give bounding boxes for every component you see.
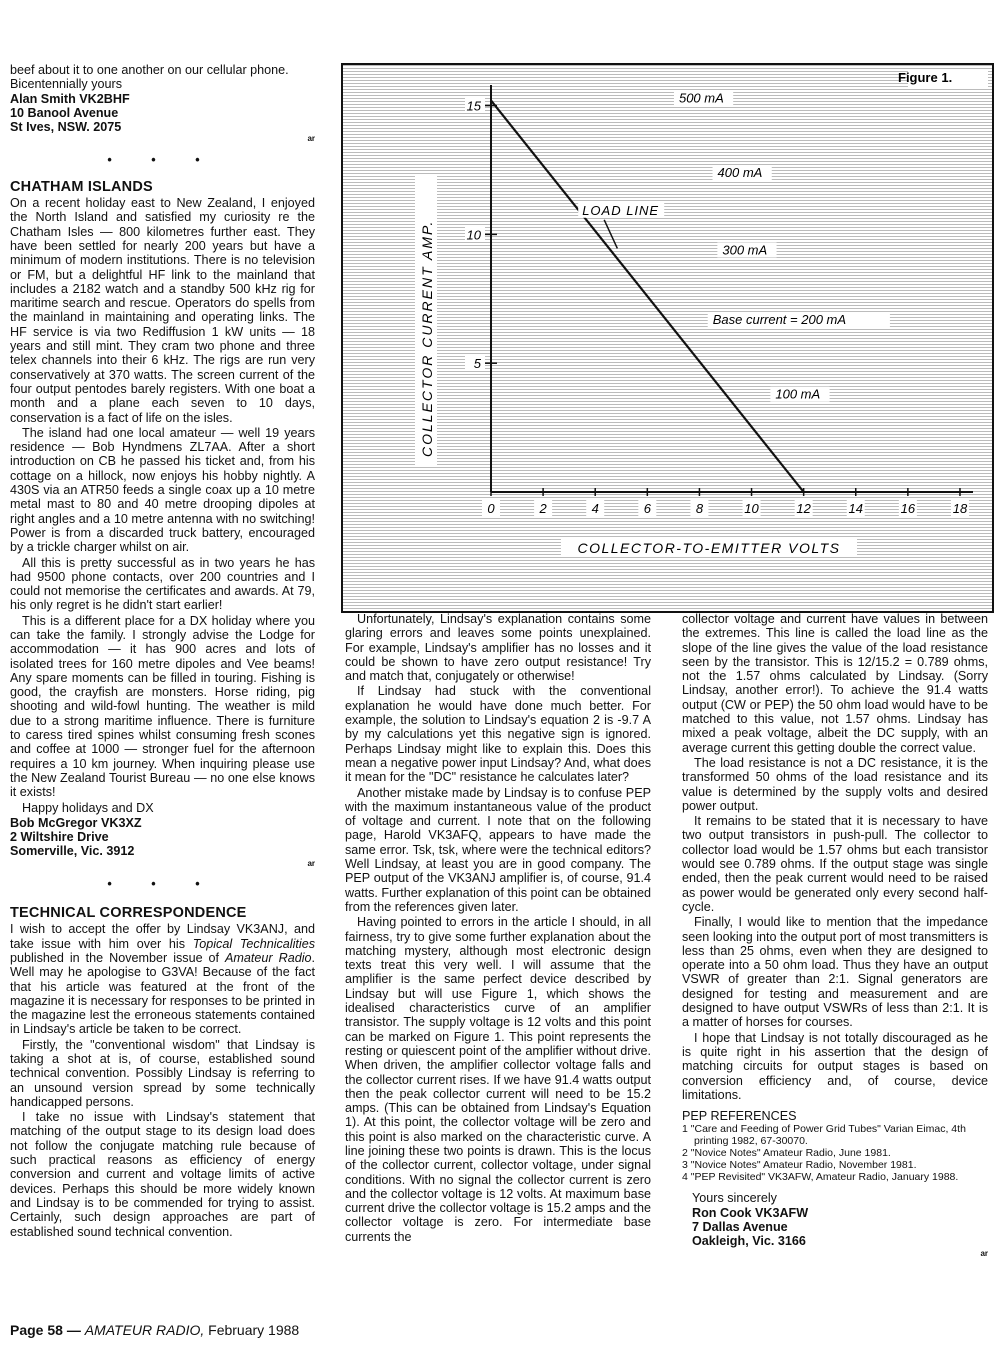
column-3 — [682, 612, 988, 1261]
references-heading: PEP REFERENCES — [682, 1109, 797, 1124]
paragraph: Unfortunately, Lindsay's explanation contains some glaring errors and leaves some points unexplained. For example, Lindsay's amplifier has no losses and it could be shown to have zero output resistance! Try and match that, conjugately or otherwise! — [345, 612, 651, 684]
reference-item: 3 "Novice Notes" Amateur Radio, November 1981. — [682, 1159, 917, 1172]
y-tick-label: 15 — [466, 98, 481, 114]
paragraph: I wish to accept the offer by Lindsay VK3ANJ, and take issue with him over his Topical Technicalities published in the November issue of Amateur Radio. Well may he apologise to G3VA! Because of the fact that his article was featured at the front of the magazine it is necessary for responses to be printed in the magazine lest the erroneous statements contained in Lindsay's article be taken to be correct. — [10, 922, 316, 1037]
x-tick-label: 0 — [487, 501, 495, 516]
paragraph: Finally, I would like to mention that the impedance seen looking into the output port of most transmitters is less than 25 ohms, even when they are designed to operate into a 50 ohm load. Thus they have an output VSWR of greater than 2:1. Signal generators are designed for testing and measurement and are designed to have output VSWRs of less than 2:1. It is a matter of horses for courses. — [682, 915, 988, 1030]
signature-address: 10 Banool Avenue — [10, 105, 119, 120]
end-mark: ar — [307, 134, 315, 144]
section-heading: CHATHAM ISLANDS — [10, 179, 153, 196]
paragraph: Having pointed to errors in the article I should, in all fairness, try to give some further explanation about the matching mystery, although most electronic design texts treat this very well. I will assume that the amplifier is the same perfect device described by Lindsay but will use Figure 1, which shows the idealised characteristics curve of an amplifier transistor. The supply voltage is 12 volts and this point can be marked on Figure 1. This point represents the resting or quiescent point of the amplifier without drive. When driven, the amplifier collector voltage falls and the collector current rises. If we have 91.4 watts output then the peak collector current will need to be 15.2 amps. (This can be obtained from Lindsay's Equation 1). At this point, the collector voltage will be zero and this point is also marked on the characteristic curve. A line joining these two points is drawn. This is the locus of the collector current, collector voltage, under signal conditions. With no signal the collector current is zero and the collector voltage is 12 volts. At maximum base current drive the collector voltage is 15.2 amps and the collector voltage is zero. For intermediate base currents the — [345, 915, 651, 1244]
curve-label: 100 mA — [775, 386, 821, 402]
paragraph: Another mistake made by Lindsay is to confuse PEP with the maximum instantaneous value of the product of voltage and current. I note that on the following page, Harold VK3AFQ, appears to have made the same error. Tsk, tsk, where were the technical editors? Well Lindsay, at least you are in good company. The PEP output of the VK3ANJ amplifier is, of course, 91.4 watts. Further explanation of this point can be obtained from the references given later. — [345, 785, 651, 914]
issue-date: February 1988 — [208, 1322, 300, 1338]
characteristic-chart — [343, 65, 992, 611]
reference-item: 2 "Novice Notes" Amateur Radio, June 1981. — [682, 1147, 891, 1160]
end-mark: ar — [980, 1248, 988, 1258]
paragraph: I hope that Lindsay is not totally discouraged as he is quite right in his assertion that the design of matching circuits for output stages is based on conversion efficiency and, of course, device limitations. — [682, 1030, 988, 1102]
curve-label: 500 mA — [678, 90, 724, 106]
column-1 — [10, 63, 315, 1240]
paragraph: All this is pretty successful as in two years he has had 9500 phone contacts, over 200 countries and I could not memorise the certificates and awards. At 79, his only regret is he didn't start earlier! — [10, 555, 315, 613]
paragraph: collector voltage and current have values in between the extremes. This line is called the load line as the slope of the line gives the value of the load resistance seen by the transistor. This is 12/15.2 = 0.789 ohms, not the 1.57 ohms calculated by Lindsay. (Sorry Lindsay, another error!). To achieve the 91.4 watts output (CW or PEP) the 50 ohm load would have to be matched to this value, not 1.57 ohms. Lindsay has mixed a peak voltage, albeit the DC supply, with an average current this getting double the correct value. — [682, 612, 988, 755]
signature-name: Alan Smith VK2BHF — [10, 91, 130, 106]
letter-closing: Happy holidays and DX — [22, 800, 154, 815]
paragraph: Firstly, the "conventional wisdom" that Lindsay is taking a shot at is, of course, established sound technical convention. Possibly Lindsay is referring to an unsound version spread by some technically handicapped persons. — [10, 1037, 315, 1109]
x-tick-label: 18 — [952, 501, 968, 516]
signature-address: 7 Dallas Avenue — [692, 1219, 788, 1234]
y-tick-label: 10 — [466, 227, 481, 243]
x-tick-label: 14 — [848, 501, 863, 516]
paragraph: On a recent holiday east to New Zealand, I enjoyed the North Island and satisfied my curiosity re the Chatham Isles — 800 kilometres further east. They have been settled for nearly 200 years but have a minimum of modern institutions. There is no television or FM, but a delightful HF link to the mainland that includes a 2182 watch and a standby 500 kHz rig for maritime search and rescue. Operators do spells from the mainland in maintaining and operating links. The HF service is via two Rediffusion 1 kW units — 18 years and still mint. They cram two phone and three telex channels into their 6 kHz. The rigs are run very conservatively at 370 watts. The screen current of the four output pentodes barely registers. With one boat a month and a plane each seven to 10 days, conservation is a fact of life on the isles. — [10, 196, 315, 425]
load-line-label: LOAD LINE — [582, 202, 660, 218]
signature-city: Somerville, Vic. 3912 — [10, 844, 135, 859]
paragraph: If Lindsay had stuck with the conventional explanation he would have done much better. For example, the solution to Lindsay's equation 2 is -9.7 A by my calculations yet this negative sign is ignored. Perhaps Lindsay might like to explain this. Does this mean a negative power input Lindsay? And, what does it mean for the "DC" resistance he calculates later? — [345, 684, 651, 785]
signature-name: Bob McGregor VK3XZ — [10, 815, 142, 830]
letter-closing: Bicentennially yours — [10, 77, 123, 92]
letter-closing: Yours sincerely — [692, 1191, 777, 1206]
y-axis-label: COLLECTOR CURRENT AMP. — [419, 219, 435, 457]
letter-end-text: beef about it to one another on our cellular phone. — [10, 63, 289, 77]
paragraph: The island had one local amateur — well 19 years residence — Bob Hyndmens ZL7AA. After a short introduction on CB he passed his ticket and, from his cottage on a hillock, now enjoys his hobby nightly. A 430S via an ATR50 feeds a single coax up a 10 metre metal mast to 80 and 40 metre drooping dipoles at right angles and a 10 metre antenna with no switching! Power is from a discarded truck battery, encouraged by a trickle charger whilst on air. — [10, 425, 315, 555]
paragraph: I take no issue with Lindsay's statement that matching of the output stage to its design load does not follow the conjugate matching rule because of such practical reasons as efficiency of energy conversion and current and voltage limits of active devices. Perhaps this should be more widely known and Lindsay is to be commended for trying to assist. Certainly, such design approaches are part of established sound technical convention. — [10, 1110, 315, 1239]
curve-label: 300 mA — [722, 242, 768, 258]
section-heading: TECHNICAL CORRESPONDENCE — [10, 905, 247, 922]
x-tick-label: 16 — [900, 501, 916, 516]
x-tick-label: 12 — [796, 501, 811, 516]
end-mark: ar — [307, 858, 315, 868]
curve-label: 400 mA — [717, 165, 763, 181]
x-axis-label: COLLECTOR-TO-EMITTER VOLTS — [577, 540, 841, 556]
separator-dots: • • • — [107, 152, 218, 167]
y-tick-label: 5 — [473, 356, 481, 372]
magazine-title: AMATEUR RADIO, — [84, 1322, 205, 1338]
x-tick-label: 8 — [695, 501, 704, 516]
x-tick-label: 10 — [744, 501, 759, 516]
signature-city: Oakleigh, Vic. 3166 — [692, 1234, 806, 1249]
page-number: Page 58 — — [10, 1322, 81, 1338]
figure-title: Figure 1. — [898, 70, 953, 85]
paragraph: The load resistance is not a DC resistance, it is the transformed 50 ohms of the load resistance and its value is determined by the supply volts and desired power output. — [682, 755, 988, 813]
reference-item: 4 "PEP Revisited" VK3AFW, Amateur Radio, January 1988. — [682, 1171, 959, 1184]
signature-city: St Ives, NSW. 2075 — [10, 120, 122, 135]
reference-item: 1 "Care and Feeding of Power Grid Tubes" Varian Eimac, 4th printing 1982, 67-30070. — [682, 1123, 966, 1148]
paragraph: This is a different place for a DX holiday where you can take the family. I strongly advise the Lodge for accommodation — it has 900 acres and lots of isolated trees for 160 metre dipoles and Vee beams! Any spare moments can be filled in touring. Fishing is good, the crayfish are monsters. Horse riding, pig shooting and wild-fowl hunting. The weather is mild due to a strong maritime influence. There is furniture to caress tired spines whilst consuming fresh scones and coffee at 1000 — stronger fuel for the afternoon requires a 10 km journey. When inquiring please use the New Zealand Tourist Bureau — no one else knows it exists! — [10, 613, 315, 800]
x-tick-label: 6 — [643, 501, 651, 516]
paragraph: It remains to be stated that it is necessary to have two output transistors in push-pull. The collector to collector load would be 1.57 ohms but each transistor would see 0.789 ohms. If the output stage was single ended, then the peak current would need to be raised as power would be generated only every second half-cycle. — [682, 814, 988, 914]
x-tick-label: 2 — [539, 501, 547, 516]
separator-dots: • • • — [107, 877, 218, 892]
column-2 — [345, 612, 651, 1245]
page-footer — [10, 1322, 299, 1338]
references-list — [682, 1123, 988, 1183]
signature-name: Ron Cook VK3AFW — [692, 1205, 809, 1220]
signature-address: 2 Wiltshire Drive — [10, 830, 109, 845]
curve-label: Base current = 200 mA — [712, 311, 847, 327]
figure-1 — [341, 63, 994, 613]
x-tick-label: 4 — [591, 501, 599, 516]
